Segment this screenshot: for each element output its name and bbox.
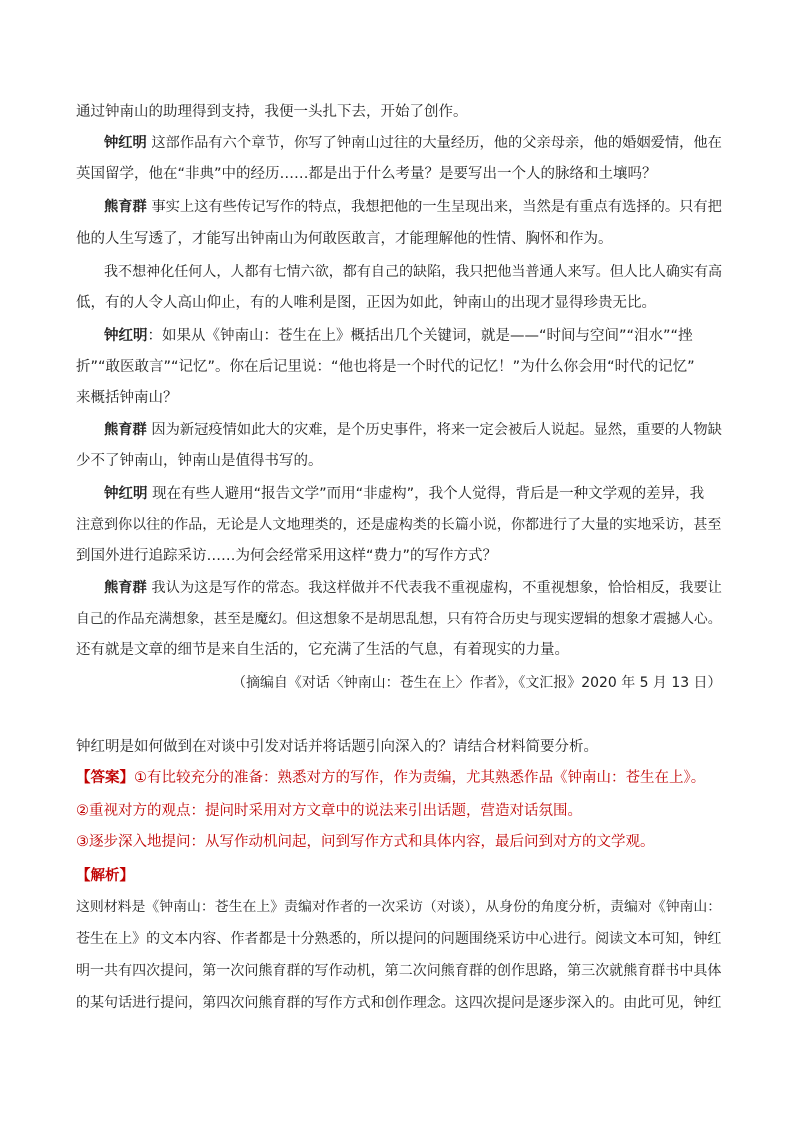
question-text: 钟红明是如何做到在对谈中引发对话并将话题引向深入的？请结合材料简要分析。 [76,739,598,755]
dialogue-line: 熊育群 因为新冠疫情如此大的灾难，是个历史事件，将来一定会被后人说起。显然，重要的人物缺 [104,422,722,438]
analysis-label: 【解析】 [76,868,134,884]
paragraph-line: 通过钟南山的助理得到支持，我便一头扎下去，开始了创作。 [76,104,468,120]
analysis-line: 苍生在上》的文本内容、作者都是十分熟悉的，所以提问的问题围绕采访中心进行。阅读文本可知，钟红 [76,931,722,947]
paragraph-line: 少不了钟南山，钟南山是值得书写的。 [76,453,323,469]
answer-label: 【答案】 [76,770,134,786]
paragraph-line: 折”“敢医敢言”“记忆”。你在后记里说：“他也将是一个时代的记忆！”为什么你会用“时代的记忆” [76,359,695,375]
analysis-line: 这则材料是《钟南山：苍生在上》责编对作者的一次采访（对谈），从身份的角度分析，责编对《钟南山： [76,899,722,915]
paragraph-line: 来概括钟南山？ [76,390,178,406]
speaker-name: 钟红明 [104,328,148,344]
source-citation: （摘编自《对话〈钟南山：苍生在上〉作者》，《文汇报》2020 年 5 月 13 日） [232,675,722,691]
paragraph-line: 我不想神化任何人，人都有七情六欲，都有自己的缺陷，我只把他当普通人来写。但人比人确实有高 [104,264,723,280]
speaker-name: 熊育群 [104,580,147,596]
dialogue-line: 熊育群 我认为这是写作的常态。我这样做并不代表我不重视虚构，不重视想象，恰恰相反，我要让 [104,580,722,596]
speaker-name: 钟红明 [104,486,148,502]
paragraph-line: 还有就是文章的细节是来自生活的，它充满了生活的气息，有着现实的力量。 [76,642,569,658]
speaker-name: 钟红明 [104,135,147,151]
dialogue-line: 熊育群 事实上这有些传记写作的特点，我想把他的一生呈现出来，当然是有重点有选择的。只有把 [104,199,722,215]
speaker-name: 熊育群 [104,422,147,438]
answer-line: ②重视对方的观点：提问时采用对方文章中的说法来引出话题，营造对话氛围。 [76,803,582,819]
dialogue-line: 钟红明 这部作品有六个章节，你写了钟南山过往的大量经历，他的父亲母亲，他的婚姻爱情，他在 [104,135,722,151]
answer-line: ③逐步深入地提问：从写作动机问起，问到写作方式和具体内容，最后问到对方的文学观。 [76,834,655,850]
paragraph-line: 英国留学，他在“非典”中的经历……都是出于什么考量？是要写出一个人的脉络和土壤吗？ [76,166,657,182]
speaker-name: 熊育群 [104,199,147,215]
paragraph-line: 自己的作品充满想象，甚至是魔幻。但这想象不是胡思乱想，只有符合历史与现实逻辑的想象才震撼人心。 [76,611,722,627]
paragraph-line: 注意到你以往的作品，无论是人文地理类的，还是虚构类的长篇小说，你都进行了大量的实地采访，甚至 [76,517,722,533]
dialogue-line: 钟红明：如果从《钟南山：苍生在上》概括出几个关键词，就是——“时间与空间”“泪水”“挫 [104,328,693,344]
analysis-line: 的某句话进行提问，第四次问熊育群的写作方式和创作理念。这四次提问是逐步深入的。由此可见，钟红 [76,995,722,1011]
answer-line: 【答案】①有比较充分的准备：熟悉对方的写作，作为责编，尤其熟悉作品《钟南山：苍生在上》。 [76,770,706,786]
dialogue-line: 钟红明 现在有些人避用“报告文学”而用“非虚构”，我个人觉得，背后是一种文学观的差异，我 [104,486,705,502]
paragraph-line: 低，有的人令人高山仰止，有的人唯利是图，正因为如此，钟南山的出现才显得珍贵无比。 [76,295,656,311]
paragraph-line: 他的人生写透了，才能写出钟南山为何敢医敢言，才能理解他的性情、胸怀和作为。 [76,231,613,247]
analysis-line: 明一共有四次提问，第一次问熊育群的写作动机，第二次问熊育群的创作思路，第三次就熊育群书中具体 [76,963,722,979]
paragraph-line: 到国外进行追踪采访……为何会经常采用这样“费力”的写作方式？ [76,548,498,564]
